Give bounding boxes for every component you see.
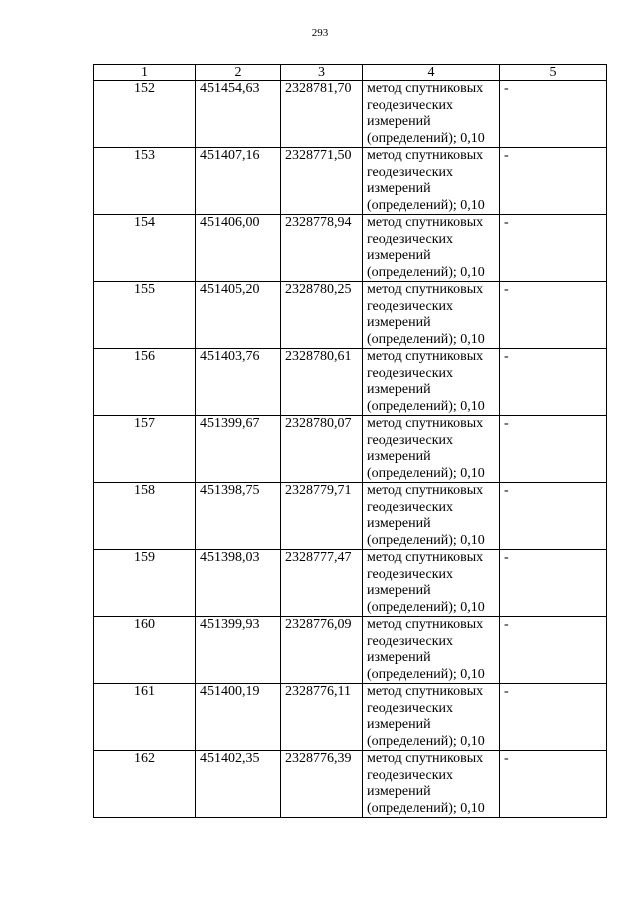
column-header-4: 4 — [363, 65, 500, 81]
note-cell: - — [500, 81, 607, 148]
method-line: метод спутниковых — [367, 684, 484, 699]
x-coordinate-cell: 451402,35 — [196, 751, 281, 818]
y-coordinate-cell: 2328780,61 — [281, 349, 363, 416]
y-coordinate-cell: 2328771,50 — [281, 148, 363, 215]
table-row — [94, 148, 607, 215]
y-coordinate-cell: 2328780,25 — [281, 282, 363, 349]
method-line: метод спутниковых — [367, 550, 484, 565]
method-line: (определений); 0,10 — [367, 733, 485, 749]
method-line: (определений); 0,10 — [367, 800, 485, 816]
method-cell — [363, 148, 500, 215]
note-cell: - — [500, 684, 607, 751]
note-cell: - — [500, 751, 607, 818]
point-number-cell: 161 — [94, 684, 196, 751]
table-row — [94, 550, 607, 617]
point-number-cell: 158 — [94, 483, 196, 550]
method-line: измерений — [367, 449, 431, 464]
x-coordinate-cell: 451403,76 — [196, 349, 281, 416]
point-number-cell: 152 — [94, 81, 196, 148]
note-cell: - — [500, 215, 607, 282]
method-line: геодезических — [367, 231, 454, 247]
note-cell: - — [500, 148, 607, 215]
y-coordinate-cell: 2328781,70 — [281, 81, 363, 148]
method-cell — [363, 282, 500, 349]
method-line: метод спутниковых — [367, 81, 484, 96]
method-line: метод спутниковых — [367, 751, 484, 766]
method-cell — [363, 483, 500, 550]
note-cell: - — [500, 550, 607, 617]
note-cell: - — [500, 617, 607, 684]
point-number-cell: 160 — [94, 617, 196, 684]
page-number: 293 — [311, 27, 329, 39]
point-number-cell: 162 — [94, 751, 196, 818]
x-coordinate-cell: 451398,75 — [196, 483, 281, 550]
method-line: геодезических — [367, 365, 454, 381]
method-line: геодезических — [367, 633, 454, 649]
method-line: измерений — [367, 583, 431, 598]
method-line: геодезических — [367, 432, 454, 448]
method-line: метод спутниковых — [367, 282, 484, 297]
method-line: (определений); 0,10 — [367, 264, 485, 280]
method-line: метод спутниковых — [367, 416, 484, 431]
method-cell — [363, 751, 500, 818]
x-coordinate-cell: 451399,67 — [196, 416, 281, 483]
point-number-cell: 155 — [94, 282, 196, 349]
point-number-cell: 154 — [94, 215, 196, 282]
method-line: (определений); 0,10 — [367, 398, 485, 414]
note-cell: - — [500, 282, 607, 349]
note-cell: - — [500, 349, 607, 416]
table-row — [94, 416, 607, 483]
table-body — [94, 81, 607, 818]
method-line: измерений — [367, 516, 431, 531]
table-row — [94, 215, 607, 282]
x-coordinate-cell: 451400,19 — [196, 684, 281, 751]
note-cell: - — [500, 416, 607, 483]
coordinates-table — [93, 64, 607, 818]
table-row — [94, 483, 607, 550]
table-row — [94, 282, 607, 349]
table-row — [94, 684, 607, 751]
table-row — [94, 349, 607, 416]
method-line: геодезических — [367, 499, 454, 515]
x-coordinate-cell: 451399,93 — [196, 617, 281, 684]
table-header-row — [94, 65, 607, 81]
table-row — [94, 751, 607, 818]
column-header-5: 5 — [500, 65, 607, 81]
x-coordinate-cell: 451405,20 — [196, 282, 281, 349]
method-line: метод спутниковых — [367, 349, 484, 364]
method-line: метод спутниковых — [367, 215, 484, 230]
table-row — [94, 81, 607, 148]
method-cell — [363, 550, 500, 617]
note-cell: - — [500, 483, 607, 550]
method-line: измерений — [367, 650, 431, 665]
method-line: измерений — [367, 315, 431, 330]
point-number-cell: 157 — [94, 416, 196, 483]
method-cell — [363, 215, 500, 282]
method-line: (определений); 0,10 — [367, 130, 485, 146]
method-line: (определений); 0,10 — [367, 666, 485, 682]
column-header-2: 2 — [196, 65, 281, 81]
method-cell — [363, 416, 500, 483]
method-line: метод спутниковых — [367, 148, 484, 163]
method-line: (определений); 0,10 — [367, 197, 485, 213]
method-cell — [363, 617, 500, 684]
method-line: геодезических — [367, 298, 454, 314]
y-coordinate-cell: 2328779,71 — [281, 483, 363, 550]
y-coordinate-cell: 2328778,94 — [281, 215, 363, 282]
method-cell — [363, 81, 500, 148]
y-coordinate-cell: 2328776,39 — [281, 751, 363, 818]
method-line: измерений — [367, 181, 431, 196]
point-number-cell: 159 — [94, 550, 196, 617]
method-line: (определений); 0,10 — [367, 331, 485, 347]
method-line: геодезических — [367, 700, 454, 716]
y-coordinate-cell: 2328776,11 — [281, 684, 363, 751]
method-line: измерений — [367, 114, 431, 129]
method-line: измерений — [367, 784, 431, 799]
method-line: геодезических — [367, 566, 454, 582]
y-coordinate-cell: 2328780,07 — [281, 416, 363, 483]
method-line: метод спутниковых — [367, 483, 484, 498]
method-line: геодезических — [367, 164, 454, 180]
method-line: измерений — [367, 248, 431, 263]
method-line: измерений — [367, 382, 431, 397]
method-cell — [363, 349, 500, 416]
x-coordinate-cell: 451407,16 — [196, 148, 281, 215]
method-line: метод спутниковых — [367, 617, 484, 632]
x-coordinate-cell: 451454,63 — [196, 81, 281, 148]
method-line: (определений); 0,10 — [367, 532, 485, 548]
method-line: геодезических — [367, 767, 454, 783]
method-line: геодезических — [367, 97, 454, 113]
column-header-1: 1 — [94, 65, 196, 81]
point-number-cell: 153 — [94, 148, 196, 215]
x-coordinate-cell: 451398,03 — [196, 550, 281, 617]
x-coordinate-cell: 451406,00 — [196, 215, 281, 282]
column-header-3: 3 — [281, 65, 363, 81]
point-number-cell: 156 — [94, 349, 196, 416]
method-line: (определений); 0,10 — [367, 465, 485, 481]
table-row — [94, 617, 607, 684]
method-cell — [363, 684, 500, 751]
method-line: (определений); 0,10 — [367, 599, 485, 615]
method-line: измерений — [367, 717, 431, 732]
y-coordinate-cell: 2328777,47 — [281, 550, 363, 617]
y-coordinate-cell: 2328776,09 — [281, 617, 363, 684]
